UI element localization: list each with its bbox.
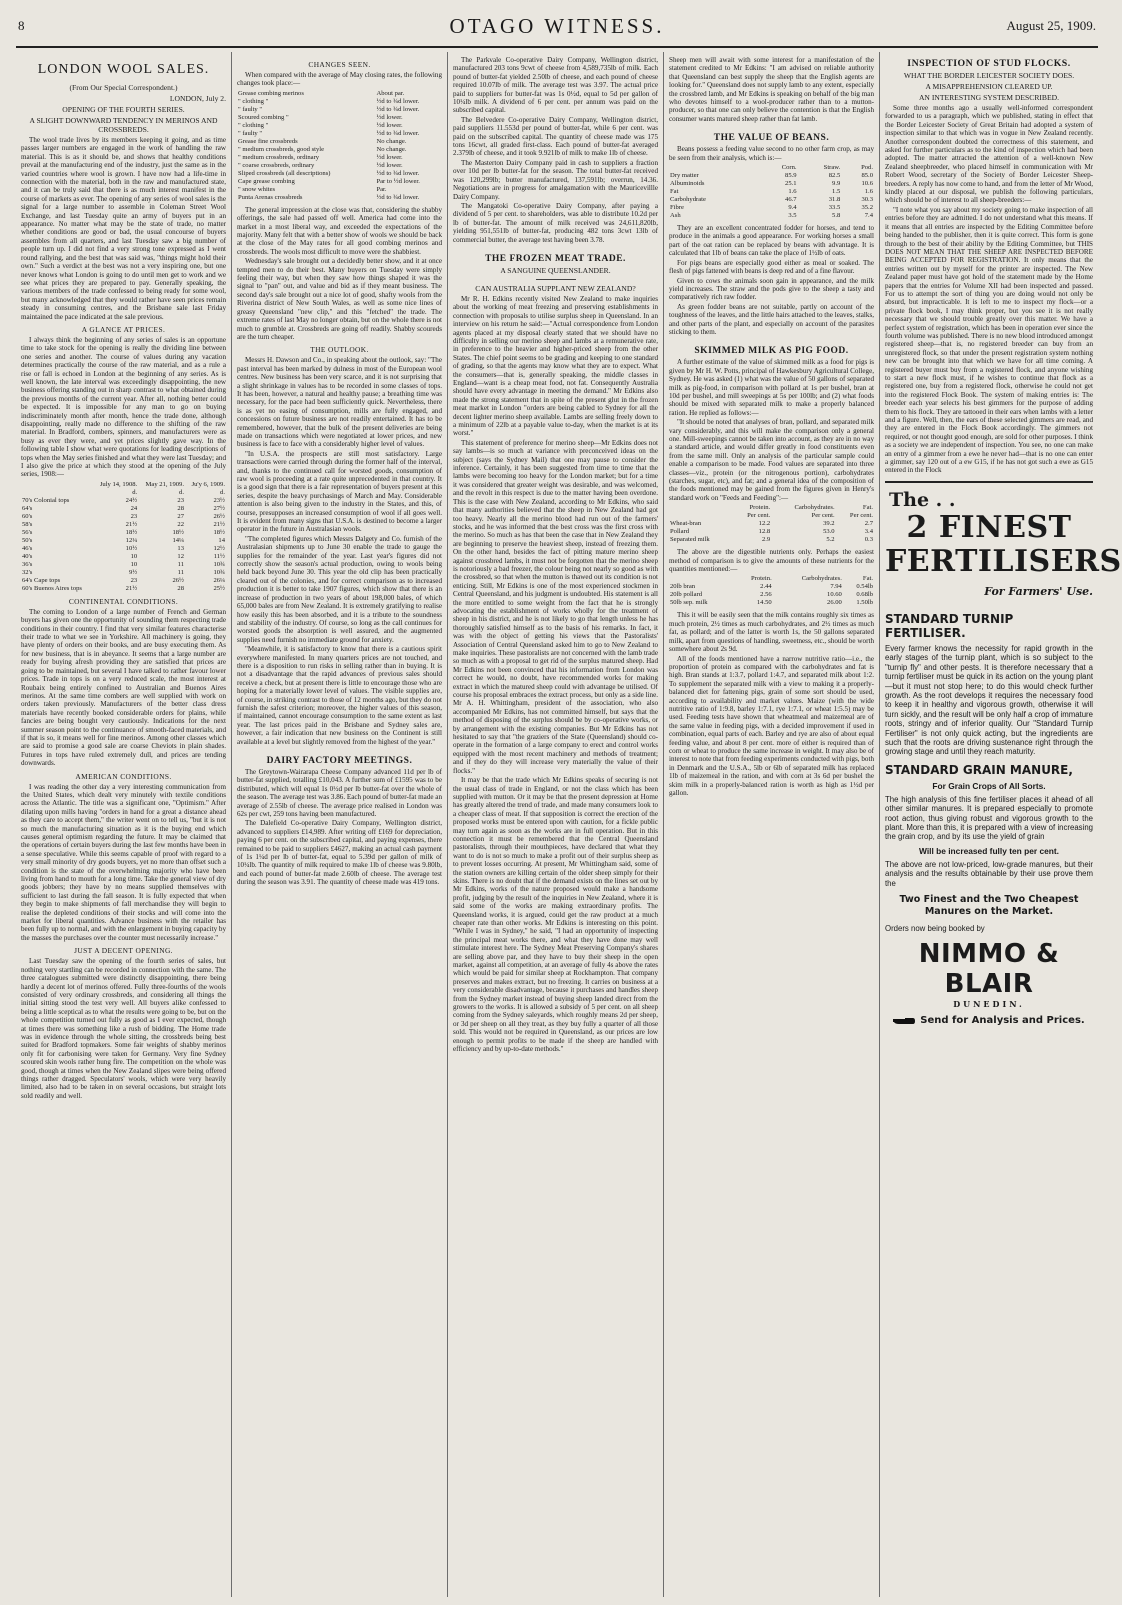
paragraph: The Masterton Dairy Company paid in cash to suppliers a fraction over 10d per lb butter-fat for the season. The total butter-fat received was 120,299lb; butter manufactured, 137,591lb; overrun, 14.36. Negotiations are in progress for amalgamation with the Mauricevillle Dairy Company. — [453, 158, 658, 201]
table-row — [669, 591, 874, 599]
table-row — [669, 583, 874, 591]
table-cell: 12.8 — [758, 528, 771, 536]
table-row — [21, 529, 226, 537]
paragraph: "Meanwhile, it is satisfactory to know that there is a cautious spirit everywhere manifested. In many quarters prices are not touched, and there is a disposition to run risks in selling rather than in buying. It is not a disadvantage that the rapid advances of previous sales should receive a check, but at present there is little to encourage those who are hoping for a materially lower level of values. The visible supplies are, of course, in striking contrast to those of 12 months ago, but they do not furnish the safest criterion; moreover, the higher values of this season, if maintained, cannot encourage consumption to the same extent as last year. The last prices paid in the Brisbane and Sydney sales are, however, a fair indication that new business on the Continent is still available at a level but slightly removed from the highest of the year." — [237, 645, 442, 746]
table-row — [669, 180, 874, 188]
table-cell: 60's Buenos Aires tops — [22, 584, 82, 592]
table-cell: Punta Arenas crossbreds — [238, 193, 303, 201]
paragraph: A further estimate of the value of skimmed milk as a food for pigs is given by Mr H. W. Potts, principal of Hawkesbury Agricultural College, Sydney. He was asked (1) what was the value of 50 gallons of separated milk as pig-food, in comparison with pollard at 1s per bushel, bran at 10d per bushel, and mill sweepings at 5s per 100lb; and (2) what foods should be mixed with separated milk to make a properly balanced ration. He replied as follows:— — [669, 358, 874, 417]
table-cell: Pollard — [670, 528, 690, 536]
section-heading: CONTINENTAL CONDITIONS. — [68, 596, 179, 606]
table-cell: 40's — [22, 552, 33, 560]
table-cell — [669, 575, 735, 583]
table-cell: Carbohydrates. — [794, 504, 835, 512]
table-cell: 26½ — [213, 512, 225, 520]
table-cell: ½d lower. — [376, 161, 403, 169]
paragraph: The coming to London of a large number of French and German buyers has given one the opportunity of sounding them respecting trade conditions in their country. I find that very similar features characterise their trade to what we see in Yorkshire. All machinery is going, they have plenty of orders on their books, and are busy executing them. As for new business, that is in abeyance. It seems that a large number are ready for buying afresh providing they are satisfied that prices are going to be maintained, but several I have talked to rather favour lower prices. Trade in tops is on a very reduced scale, the most interest at Roubaix being entirely confined to Australian and Buenos Aires merinos. At the same time combers are well supplied with work on orders taken previously. Manufacturers of the better class dress materials have recently booked considerable orders for plains, while fancies are being bought very cautiously. Indications for the next summer season point to the continuance of smooth-faced materials, and if that is so, it means well for fine merinos. Among other classes which are said to promise a good sale are coarse Cheviots in plain shades. Futures in tops have ruled extremely dull, and prices are tending downwards. — [21, 607, 226, 768]
table-cell: Cape grease combing — [238, 177, 295, 185]
section-heading: JUST A DECENT OPENING. — [74, 946, 173, 956]
paragraph: The Parkvale Co-operative Dairy Company, Wellington district, manufactured 203 tons 9cwt of cheese from 4,589,735lb of milk. Each pound of butter-fat yielded 2.50lb of cheese, and each pound of cheese required 10.07lb of milk. The average test was 3.97. The actual price paid to suppliers for butter-fat was 1s 0½d, equal to 5d per gallon of 10¼lb milk. A dividend of 6 per cent. per annum was paid on the subscribed capital. — [453, 56, 658, 115]
table-cell: About par. — [376, 89, 405, 97]
table-cell: Ju'y 6, 1909. — [191, 480, 225, 488]
table-row — [21, 569, 226, 577]
table-cell: 14 — [218, 536, 225, 544]
page-number: 8 — [18, 18, 25, 33]
table-cell: 23 — [130, 512, 138, 520]
table-row — [237, 170, 442, 178]
paragraph: Wednesday's sale brought out a decidedly better show, and it at once tempted men to do their best. Many buyers on Tuesday were simply feeling their way, but when they saw how things shaped it was the signal to "pan" out, and value and bid as if they meant business. The second day's sale brought out a nice lot of good, shafty wools from the Riverina district of New South Wales, as well as some nice lines of greasy Queensland "new clip," and this "fetched" the trade. The extreme rates of last May no longer obtain, but on the whole there is not much to grumble at. Crossbreds are going off readily. Shabby scoureds are the turn cheaper. — [237, 257, 442, 341]
table-cell — [21, 489, 93, 497]
table-cell: ½d lower. — [376, 121, 403, 129]
table-row — [669, 188, 874, 196]
table-cell: 2.44 — [760, 583, 772, 591]
table-cell: 1.5 — [832, 188, 841, 196]
table-cell: 12½ — [213, 544, 225, 552]
divider — [885, 481, 1093, 483]
table-row — [669, 599, 874, 607]
table-cell: 20lb pollard — [670, 591, 703, 599]
table-header-row — [21, 481, 226, 489]
paragraph: Mr R. H. Edkins recently visited New Zealand to make inquiries about the working of meat freezing and preserving establishments in connection with proposals to utilise surplus sheep in Queensland. In an interview on his return he said:—"Actual correspondence from London agents placed at my disposal clearly stated that we should have no difficulty in selling our merino sheep and lambs at a remunerative rate, in preference to the heavier and higher-priced sheep from the other States. The chief point seems to be grading and keeping to one standard of grading, so that the agents may know what they are to expect. What the consumers—that is, generally speaking, the middle classes in England—want is a cheap meat food, not fat. Consequently Australia should have every advantage in meeting the demand." Mr Edkins also made the strong statement that in spite of the present glut in the frozen meat market in London "orders are being cabled to Sydney for all the decent lighter merino sheep available. Lambs are selling freely down to a minimum of 22lb at a payable value to-day, when the market is at its worst." — [453, 294, 658, 438]
table-cell: 21½ — [125, 584, 138, 592]
table-cell: ½d to ¾d lower. — [376, 129, 420, 137]
ad-paragraph: The high analysis of this fine fertiliser places it ahead of all other similar manures. It is prepared especially to promote root action, thus giving robust and vigorous growth to the plant. More than this, it is prepared with a view of increasing the grain crop, and by its use the yield of grain — [885, 794, 1093, 842]
ad-company-name: NIMMO & BLAIR — [918, 939, 1060, 1000]
column-1 — [16, 52, 232, 1597]
ad-send-text: Send for Analysis and Prices. — [920, 1015, 1085, 1027]
table-cell: 39.2 — [823, 520, 835, 528]
table-row — [21, 537, 226, 545]
table-cell: 18½ — [125, 528, 138, 536]
pointing-hand-icon — [893, 1017, 915, 1025]
paragraph: "I note what you say about my society going to make inspection of all entries before they are admitted. I do not understand what this means. If it means that all entries are inspected by the Editing Committee before being handed to the publisher, then it is quite correct. This form is gone through to the best of their ability by the Editing Committee, but THIS DOES NOT MEAN THAT THE SHEEP ARE INSPECTED BEFORE BEING ACCEPTED FOR REGISTRATION. It only means that the entries written out by myself for the printer are inspected. The New Zealand paper must have got hold of the statement made by the Home papers that the entries for Volume XII had been inspected and passed. For us to attempt the sort of thing you are doing would not only be absurd, but impracticable. It is left to me to inspect my flock—or a private flock book, I may think proper, but you see it is not really necessary that we should trouble greatly over this matter. We have a perfect system of registration, which has been in operation ever since the fourth volume was published. There is no new blood introduced amongst registered sheep—that is, no registered breeder can buy from an unregistered flock, so that under the present registration system nothing new can be brought into that which we have for all time coming. A registered buyer must buy from a registered flock, and anyone wishing to start a new flock must, if he wishes to continue that flock as a registered one, buy from a registered flock, otherwise he could not get into the registered Flock Book. The system of making entries is: The breeder each year selects his best gimmers for the purpose of adding them to his flock. They are tattooed in their ears when lambs with a letter and a figure. Well, then, the ears of these selected gimmers are read, and they are entered in the Flock Book accordingly. The gimmers not required, or not thought good enough, are sold for other purposes. I think as a society we are independent of inspection. You see, no one can make an entry of a gimmer from a ewe he never had—that is no one can enter a gimmer, say 120 out of a ew G15, if he has not got such a ewe as G15 entered in the Flock — [885, 205, 1093, 475]
changes-table — [237, 90, 442, 202]
table-cell: Fat. — [862, 504, 873, 512]
table-cell: 1.50lb — [856, 599, 873, 607]
table-cell: " faulty " — [238, 105, 263, 113]
column-3 — [448, 52, 664, 1597]
paragraph: "The completed figures which Messrs Dalgety and Co. furnish of the Australasian shipments up to June 30 enable the trade to gauge the supplies for the remainder of the year. Last year's figures did not correctly show the season's actual production, owing to wools being held back beyond June 30. This year the old clip has been practically cleared out of the colonies, and for correct comparison as to increased production it is better to take 1907 figures, which show that there is an increase of production in two years of about 198,000 bales, of which 65,000 bales are from New Zealand. It is extremely gratifying to realise how easily this has been absorbed, and it is a tribute to the soundness and stability of the industry. Of course, so long as the call continues for worsted goods the absorption is well assured, and the augmented supplies need furnish no immediate ground for anxiety. — [237, 534, 442, 644]
paragraph: I was reading the other day a very interesting communication from the United States, which dealt very minutely with textile conditions across the Atlantic. The title was a significant one, "Optimism." After dilating upon mills having "orders in hand for a great a distance ahead as they care to accept them," the writer went on to tell us, "but it is not so much the manufacturing situation as it is the buying end which causes general optimism regarding the future. It may be claimed that the operations of certain buyers during the last few months have been in a sense speculative. While this seems capable of proof with regard to a very small minority of dry goods buyers, yet no more than offset such a condition is the state of the overwhelming majority who have been living from hand to mouth for a long time. Take the general view of dry goods jobbers; they have by no means supplied themselves with sufficient to last during the fall season. It is fully expected that when they begin to make shipments of fall merchandise they will begin to realise the depleted conditions of their stocks and will come into the market for liberal quantities. Advance business with the retailer has been fully up to normal, and with the enlargement in buying capacity by the masses the purchases over the counter must necessarily increase." — [21, 782, 226, 942]
dateline: LONDON, July 2. — [169, 94, 226, 103]
table-row — [237, 130, 442, 138]
table-cell: 10.60 — [827, 591, 842, 599]
paragraph: As green fodder beans are not suitable, partly on account of the toughness of the leaves, and the little hairs attached to the leaves, stalks, and other parts of the plant, and especially on account of the parasites sticking to them. — [669, 302, 874, 336]
table-cell: Corn. — [781, 164, 797, 172]
table-cell: 25½ — [213, 584, 225, 592]
table-cell: " clothing " — [238, 121, 269, 129]
table-row — [21, 585, 226, 593]
table-cell: 2.9 — [761, 536, 771, 544]
table-cell: 3.5 — [788, 212, 797, 220]
wool-subhead-1: OPENING OF THE FOURTH SERIES. — [62, 105, 185, 114]
table-row — [669, 536, 874, 544]
table-row — [21, 513, 226, 521]
ad-town: DUNEDIN. — [953, 999, 1025, 1010]
table-cell: 5.2 — [826, 536, 835, 544]
table-row — [21, 561, 226, 569]
flocks-subhead-3: AN INTERESTING SYSTEM DESCRIBED. — [918, 93, 1060, 102]
table-cell: 14.50 — [756, 599, 772, 607]
table-row — [237, 98, 442, 106]
ad-intro: The . . — [889, 488, 956, 511]
table-row — [237, 138, 442, 146]
table-row — [237, 186, 442, 194]
table-cell: " medium crossbreds, good style — [238, 145, 325, 153]
column-5 — [880, 52, 1122, 1597]
paragraph: "It should be noted that analyses of bran, pollard, and separated milk vary considerably, and this will make the comparison only a general one. Mill-sweepings cannot be taken into account, as they are in no way a standard article, and would differ greatly in food constituents even from the same mill. Only an analysis of the particular sample could enable a comparison to be made. Food values are separated into three classes—viz., protein (or the nitrogenous portion), carbohydrates (starches, sugar, etc), and fat; and a general idea of the composition of the foods mentioned may be gained from the figures given in Henry's standard work on "Feeds and Feeding":— — [669, 418, 874, 502]
table-cell: Ash — [670, 212, 681, 220]
table-cell: 12.2 — [758, 520, 771, 528]
table-cell: 53.0 — [823, 528, 835, 536]
paragraph: This it will be easily seen that the milk contains roughly six times as much protein, 2½ times as much carbohydrates, and 2½ times as much fat, as pollard; and of the latter is worth 1s, the 50 gallons separated milk, apart from questions of handling, sweetness, etc., should be worth somewhere about 2s 9d. — [669, 611, 874, 654]
table-row — [21, 553, 226, 561]
paragraph: The above are the digestible nutrients only. Perhaps the easiest method of comparison is to give the amounts of these nutrients for the quantities mentioned:— — [669, 548, 874, 574]
table-cell: Wheat-bran — [670, 520, 702, 528]
table-row — [21, 521, 226, 529]
table-cell: " clothing " — [238, 97, 269, 105]
ad-orders-line: Orders now being booked by — [885, 924, 985, 933]
table-cell: 28 — [177, 504, 184, 512]
ad-send-line — [885, 1015, 1093, 1026]
table-cell: 10 — [130, 560, 138, 568]
table-cell: 33.5 — [828, 204, 841, 212]
table-cell: 22 — [177, 520, 184, 528]
paragraph: "In U.S.A. the prospects are still most satisfactory. Large transactions were carried through during the former half of the interval, and, thanks to the continued call for worsted goods, consumption of raw wool is proceeding at a rate quite unprecedented in that country. It is a good sign that there is a fair representation of buyers present at this series, despite the heavy purchasings of March and May. Considerable attention is also being given to the industry in the States, and this, of course, presupposes an increased consumption of wool if all goes well. It is evident from many signs that U.S.A. is destined to become a larger operator in the future in Australasian wools. — [237, 449, 442, 534]
table-cell: Separated milk — [670, 536, 710, 544]
table-row — [669, 520, 874, 528]
table-cell: 7.4 — [864, 212, 873, 220]
ad-tagline: For Farmers' Use. — [984, 584, 1093, 598]
paragraph: They are an excellent concentrated fodder for horses, and tend to produce in the animals a good appearance. For working horses a small part of the oat ration can be replaced by beans with advantage. It is calculated that 1lb of beans can take the place of 1½lb of oats. — [669, 224, 874, 258]
table-row — [669, 172, 874, 180]
table-cell: 10 — [130, 552, 138, 560]
paragraph: This statement of preference for merino sheep—Mr Edkins does not say lambs—is so much at variance with preconceived ideas on the subject (says the Sydney Mail) that one may pause to consider the inference. Certainly, it has been suggested from time to time that the lambs were becoming too heavy for the London market; but for a time it was considered that greater weight was desirable, and was welcomed, and the revolt in this respect is due to the matter having been overdone. This is the case with New Zealand, according to Mr Edkins, who said that many authorities believed that the sheep in New Zealand had got too heavy. Nearly all the merino blood had run out of the farmers' stocks, and he was informed that the best cross was the first cross with the merino. So much as has that been the case that in New Zealand they are beginning to preserve the heaviest sheep, instead of freezing them. On the other hand, besides the fact of pitting mature merino sheep against crossbred lambs, it must not be forgotten that the merino sheep is notoriously a bad freezer, the colour being not nearly so good as with the crossbred, so that when the mutton is thawed out its condition is not enticing. Still, Mr Edkins is one of the most experienced stockmen in Central Queensland, and his judgment is undoubted. His statement is all the more entitled to some weight from the fact that he is strongly advocating the establishment of works wholly for the treatment of sheep in his district, and he is not likely to go that length unless he has thoroughly satisfied himself as to the basis of his remarks. In fact, it was with the object of getting his views that the Pastoralists' Association of Central Queensland asked him to go to New Zealand to make inquiries. These pastoralists are not concerned with the lamb trade so much as with a proposal to get rid of the surplus matured sheep. Had Mr Edkins not been convinced that his information from London was correct he would, no doubt, have recommended works for making extract in which the matured sheep could with advantage be utilised. Of course his proposal embraces the extract process, but only as a side line. Mr A. H. Whittingham, president of the association, who also accompanied Mr Edkins, has not committed himself, but says that the method of disposing of the surplus should be by co-operative works, or by arrangement with the existing companies. But Mr Edkins has not hesitated to say that "the graziers of the State (Queensland) should co-operate in the formation of a large company to erect and control works equipped with the most recent machinery and methods of treatment; and if they do they will increase very materially the value of their flocks." — [453, 438, 658, 775]
paragraph: Sheep men will await with some interest for a manifestation of the statement credited to Mr Edkins: "I am advised on reliable authority that Queensland can best supply the sheep that the English agents are looking for." Queensland does not supply lamb to any extent, especially the crossbred lamb, and Mr Edkins is speaking on behalf of the big man who devotes himself to a wool-producer rather than to a mutton-producer, so that one can only believe the contention is that the English consumer wants matured sheep rather than fat lamb. — [669, 56, 874, 123]
table-cell: 23 — [130, 576, 138, 584]
paragraph: It may be that the trade which Mr Edkins speaks of securing is not the usual class of trade in England, or not the class which has been supplied with mutton. Or it may be that the present depression at Home has greatly altered the trend of trade, and made many consumers look to a cheaper class of meat. If that supposition is correct the erection of the proposed works must be entered upon with caution, for a fickle public may turn again as soon as the works are in full operation. But in this connection it must be remembered that the Central Queensland pastoralists, through their mouthpieces, have declared that what they want to do is not so much to make a profit out of their surplus sheep as to prevent losses occurring. At present, Mr Whittingham said, some of the station owners are killing certain of the older sheep simply for their skins. There is no doubt that if the demand exists on the lines set out by Mr Edkins, works of the nature proposed would make a handsome profit, judging by the result of the inquiries in New Zealand, where it is said some of the works are making extraordinary profits. The Queensland works, it is argued, could get the raw product at a much cheaper rate than other works. Mr Edkins is interesting on this point. "While I was in Sydney," he said, "I had an opportunity of inspecting the principal meat works there, and what they have done may well stimulate interest here. The Sydney Meat Preserving Company's shares are selling above par, and they have to buy their sheep in the open market, against all competition, at an average of fully 4s above the rates which would be paid for similar sheep at Rockhampton. That company preserves and makes extract, but no freezing. It carries on business at a very considerable disadvantage, because it purchases and handles sheep from the Sydney market instead of buying sheep landed direct from the growers to the works. It is allowed a subsidy of 5 per cent. on all sheep coming from the Sydney saleyards, which roughly means 2d per sheep, or 3d per sheep on all they treat, as they buy fully a quarter of all those sold. This would not be required in Queensland, as our prices are low enough to permit profits to be made if the sheep are handled with efficiency and by up-to-date methods." — [453, 776, 658, 1054]
table-header-row — [669, 164, 874, 172]
table-cell: 60's — [22, 512, 33, 520]
table-cell: 24½ — [125, 496, 138, 504]
beans-analysis-table — [669, 164, 874, 220]
table-cell: 31.8 — [828, 196, 841, 204]
table-cell: 36's — [22, 560, 33, 568]
table-cell: 26.00 — [827, 599, 842, 607]
table-cell: 26½ — [172, 576, 184, 584]
table-cell: 11½ — [213, 552, 225, 560]
table-cell: ½d to ¾d lower. — [376, 97, 420, 105]
table-cell: Carbohydrates. — [801, 575, 842, 583]
table-cell: 11 — [177, 560, 184, 568]
table-cell: 28 — [177, 584, 184, 592]
table-header-row — [669, 575, 874, 583]
table-cell: 0.54lb — [856, 583, 873, 591]
table-cell: d. — [132, 488, 138, 496]
table-cell: 64's Cape tops — [22, 576, 61, 584]
section-heading: A GLANCE AT PRICES. — [81, 324, 166, 334]
table-cell: 27½ — [213, 504, 225, 512]
ad-headline-2: FERTILISERS — [885, 543, 1122, 579]
divider — [536, 279, 576, 280]
table-cell: " coarse crossbreds, ordinary — [238, 161, 315, 169]
table-cell: Per cent. — [849, 512, 873, 520]
table-cell: 50's — [22, 536, 33, 544]
table-row — [669, 204, 874, 212]
ad-product-heading: STANDARD TURNIP FERTILISER. — [885, 611, 1014, 640]
paragraph: When compared with the average of May closing rates, the following changes took place:— — [237, 71, 442, 88]
table-cell: No change. — [376, 145, 407, 153]
table-cell: d. — [179, 488, 184, 496]
column-2 — [232, 52, 448, 1597]
table-cell: 0.3 — [864, 536, 873, 544]
flocks-subhead-2: A MISAPPREHENSION CLEARED UP. — [925, 82, 1053, 91]
paragraph: Given to cows the animals soon gain in appearance, and the milk yield increases. The straw and the pods give to the sheep a tasty and comparatively rich raw fodder. — [669, 276, 874, 302]
nutrient-quantity-table — [669, 575, 874, 607]
section-heading: AMERICAN CONDITIONS. — [75, 771, 172, 781]
flocks-subhead-1: WHAT THE BORDER LEICESTER SOCIETY DOES. — [903, 71, 1075, 80]
table-cell: Fibre — [670, 204, 684, 212]
table-cell: " medium crossbreds, ordinary — [238, 153, 320, 161]
table-cell: 46.7 — [785, 196, 797, 204]
paragraph: The wool trade lives by its members keeping it going, and as time passes larger numbers are engaged in the work of handling the raw material. This is as it should be, and shows that healthy conditions prevail at the manufacturing end of the industry, just the same as in the varied countries where wool is grown. I have now had a life-time in connection with the material, both in the raw and manufactured state, and it can be truly said that there is as much interest manifest in the course of markets as ever. The opening of any series of wool sales is the signal for a large number to assemble in Coleman Street Wool Exchange, and last Tuesday quite an army of buyers put in an appearance. No matter what may be the state of trade, no matter whether conditions are good or bad, the usual concourse of buyers assembles from all quarters, and last Tuesday saw a big number of people turn up. I did not find a very strong tone expressed as I went round rallying, and the best that was said was, "things might hold their own." Such a verdict at the best was not a very inspiring one, but one never knows what London is going to do until men get to work and we see what prices they are prepared to pay. Generally speaking, the various members of the trade confessed to being ready for some wool, but many acknowledged that they would rather have seen prices remain steady in consuming centres, and the Brisbane sale last Friday maintained the pace indicated at the sale previous. — [21, 136, 226, 321]
table-cell — [669, 512, 733, 520]
table-cell: d. — [220, 488, 225, 496]
ad-headline-1: 2 FINEST — [906, 509, 1072, 545]
fertiliser-advertisement — [885, 488, 1122, 1027]
table-cell: 13 — [177, 544, 184, 552]
meat-subhead-2: CAN AUSTRALIA SUPPLANT NEW ZEALAND? — [475, 283, 636, 293]
table-row — [237, 146, 442, 154]
table-cell: 24 — [130, 504, 138, 512]
table-cell: 9½ — [128, 568, 138, 576]
table-cell: No change. — [376, 137, 407, 145]
section-heading: CHANGES SEEN. — [308, 60, 371, 69]
table-cell: Carbohydrate — [670, 196, 706, 204]
table-cell — [669, 164, 758, 172]
table-row — [669, 196, 874, 204]
table-cell: 20lb bran — [670, 583, 696, 591]
table-cell: 21½ — [213, 520, 225, 528]
table-cell: ½d to ¾d lower. — [376, 105, 420, 113]
table-cell: 18½ — [213, 528, 225, 536]
table-cell: 27 — [177, 512, 184, 520]
table-cell: 58's — [22, 520, 33, 528]
table-cell: " snow whites — [238, 185, 276, 193]
table-cell: ½d lower. — [376, 153, 403, 161]
table-cell: Straw. — [823, 164, 841, 172]
table-cell: Protein. — [749, 504, 771, 512]
table-cell: 18½ — [172, 528, 184, 536]
table-cell: 12¼ — [125, 536, 138, 544]
table-cell: Scoured combing " — [238, 113, 289, 121]
table-cell: 56's — [22, 528, 33, 536]
table-cell: Par. — [376, 185, 387, 193]
table-cell: 10.6 — [861, 180, 873, 188]
paragraph: The Belvedere Co-operative Dairy Company, Wellington district, paid suppliers 11.553d per pound of butter-fat, while 6 per cent. was paid on the subscribed capital. The quantity of cheese made was 175 tons 16cwt, all graded first-class. Each pound of butter-fat averaged 2.379lb of cheese, and it took 9.921lb of milk to make 1lb of cheese. — [453, 115, 658, 158]
paragraph: I always think the beginning of any series of sales is an opportune time to take stock for the opening is really the dividing line between one series and another. The course of values during any vacation determines practically the course of the raw material, and as a rule a rise or fall is echoed in London at the beginning of any series. As is well known, the late interval was exceedingly disappointing, the new business offering standing out in sharp contrast to what obtained during the previous months of the current year. After all, nothing better could be expected. It is impossible for any man to go on buying indiscriminately month after month, hence the trade done, although disappointing, really made no difference to the shifting of the raw material. In Bradford, combers, spinners, and manufacturers were as busy as ever they were, and yet prices slightly gave way. In the following table I show what were quotations for leading descriptions of tops when the May series finished and what they were last Tuesday; and I also give the price at which they stood at the opening of the July series, 1908:— — [21, 335, 226, 479]
ad-paragraph: Every farmer knows the necessity for rapid growth in the early stages of the turnip plant, which is so subject to the "turnip fly" and other pests. It is therefore necessary that a turnip fertiliser must be quick in its action on the young plant—but it must not stop here; to do this would check further growth. As the root develops it requires the necessary food to keep it in healthy and vigorous growth, otherwise it will turn sickly, and the result will be only half a crop of immature roots, stringy and of inferior quality. Our "Standard Turnip Fertiliser" is not only quick acting, but the ingredients are such that the roots are driving sustenance right through the growing stage and until they reach maturity. — [885, 643, 1093, 757]
paragraph: The general impression at the close was that, considering the shabby offerings, the sale had passed off well. America had come into the market in a most liberal way, and exceeded the expectations of the majority. Many felt that with a better show of wools we should be back at the close of the May rates for all good combing merinos and crossbreds. The wools most difficult to move were the shabbiest. — [237, 205, 442, 256]
table-cell: 12 — [177, 552, 184, 560]
table-cell: 46's — [22, 544, 33, 552]
table-cell: Protein. — [751, 575, 772, 583]
article-title-stud-flocks: INSPECTION OF STUD FLOCKS. — [907, 58, 1071, 69]
table-row — [21, 497, 226, 505]
table-cell: 10¾ — [213, 560, 225, 568]
table-cell: 21½ — [125, 520, 138, 528]
table-row — [21, 577, 226, 585]
table-cell: Grease fine crossbreds — [238, 137, 298, 145]
column-4 — [664, 52, 880, 1597]
table-cell: 82.5 — [828, 172, 841, 180]
table-row — [237, 106, 442, 114]
table-cell: ½d to ¾d lower. — [376, 193, 420, 201]
table-row — [669, 528, 874, 536]
table-cell: Grease combing merinos — [238, 89, 304, 97]
table-cell: 23½ — [213, 496, 225, 504]
table-cell: 5.8 — [832, 212, 841, 220]
nutrient-percent-table — [669, 504, 874, 544]
table-row — [237, 90, 442, 98]
table-cell: 2.7 — [864, 520, 873, 528]
table-cell: 1.6 — [864, 188, 873, 196]
table-cell: 35.2 — [861, 204, 873, 212]
table-cell: 85.0 — [861, 172, 873, 180]
table-cell: 1.6 — [788, 188, 797, 196]
table-cell: 9.9 — [832, 180, 841, 188]
table-cell: 7.94 — [830, 583, 842, 591]
table-cell: 85.9 — [785, 172, 797, 180]
table-cell: Fat. — [862, 575, 873, 583]
table-cell — [669, 504, 733, 512]
table-cell: 70's Colonial tops — [22, 496, 70, 504]
article-title-wool: LONDON WOOL SALES. — [37, 62, 210, 77]
wool-subhead-2: A SLIGHT DOWNWARD TENDENCY IN MERINOS AND CROSSBREDS. — [29, 116, 218, 134]
table-cell: ½d to ¾d lower. — [376, 169, 420, 177]
paragraph: Some three months ago a usually well-informed correspondent forwarded to us a paragraph, which we published, stating in effect that the Border Leicester Society of Great Britain had adopted a system of inspection similar to that which was in vogue in New Zealand recently. Another correspondent doubted the correctness of this statement, and asked for further particulars as to the kind of inspection which had been adopted. The matter attracted the attention of a well-known New Zealand sheepbreeder, who placed himself in communication with Mr Robert Wood, secretary of the Society of Border Leicester Sheep-breeders. A reply has now come to hand, and from the letter of Mr Wood, kindly placed at our disposal, we publish the following particulars, which should be of interest to all sheep-breeders:— — [885, 104, 1093, 205]
table-cell: " faulty " — [238, 129, 263, 137]
columns — [16, 52, 1122, 1597]
ad-product-heading: STANDARD GRAIN MANURE, — [885, 762, 1073, 777]
ad-product-subheading: For Grain Crops of All Sorts. — [932, 780, 1046, 791]
table-cell: 11 — [177, 568, 184, 576]
paragraph: The Mangatoki Co-operative Dairy Company, after paying a dividend of 5 per cent. to shareholders, was able to distribute 10.2d per lb of butter-fat. The amount of milk received was 24,611,820lb, yielding 951,551lb of butter-fat, producing 482 tons 3cwt 13lb of commercial butter, the average test having been 3.78. — [453, 201, 658, 244]
table-cell: ½d lower. — [376, 113, 403, 121]
byline: (From Our Special Correspondent.) — [69, 83, 178, 92]
table-cell: 25.1 — [785, 180, 797, 188]
article-title-skim-milk: SKIMMED MILK AS PIG FOOD. — [694, 346, 849, 357]
paragraph: The Dalefield Co-operative Dairy Company, Wellington district, advanced to suppliers £14,989. After writing off £169 for depreciation, paying 6 per cent. on the subscribed capital, and paying expenses, there remained to be paid to suppliers £4627, making an actual cash payment of 1s 1¼d per lb of butter-fat, equal to 5.39d per gallon of milk of 10¼lb. The quantity of milk required to make 1lb of cheese was 9.80lb, and each pound of butter-fat made 2.60lb of cheese. The average test during the season was 3.91. The quantity of cheese made was 419 tons. — [237, 819, 442, 887]
table-cell: Sliped crossbreds (all descriptions) — [238, 169, 331, 177]
table-row — [669, 212, 874, 220]
table-cell: 9.4 — [788, 204, 797, 212]
ad-highlight: Will be increased fully ten per cent. — [918, 845, 1059, 856]
table-unit-row — [669, 512, 874, 520]
table-cell — [21, 481, 93, 489]
table-cell: Pod. — [861, 164, 873, 172]
table-row — [21, 545, 226, 553]
paragraph: Last Tuesday saw the opening of the fourth series of sales, but nothing very startling can be recorded in connection with the same. The three catalogues submitted were distinctly disappointing, there being hardly a decent lot of merinos offered. Fully three-fourths of the wools consisted of very ordinary crossbreds, and considering all things the initial sitting stood the test very well. All buyers alike confessed to being a little sceptical as to what the results were going to be, but on the whole competition turned out fully as good as I ever expected, though at times there was something like a rush of bidding. The Home trade was in evidence through the whole sitting, the crossbreds being best suited for Bradford topmakers. Some fair weights of shabby merinos only fit for carbonising were taken for Germany. Very fine Sydney scoured skin wools rather hung fire. The competition on the whole was good, though at times when the New Zealand slipes were being offered things rather dragged. Speculators' wools, which were very heavily limited, also had to be taken in on several occasions, but straight lots sold readily and well. — [21, 957, 226, 1100]
table-cell: Albuminoids — [670, 180, 705, 188]
table-cell: 64's — [22, 504, 33, 512]
table-cell: 26¼ — [213, 576, 225, 584]
table-row — [237, 162, 442, 170]
masthead — [16, 12, 1098, 48]
table-cell: 32's — [22, 568, 33, 576]
table-cell: Per cent. — [747, 512, 771, 520]
table-cell: Dry matter — [670, 172, 699, 180]
ad-highlight: Two Finest and the Two Cheapest Manures on the Market. — [899, 894, 1079, 917]
table-cell: 2.56 — [760, 591, 772, 599]
paragraph: The Greytown-Wairarapa Cheese Company advanced 11d per lb of butter-fat supplied, totalling £10,043. A further sum of £1595 was to be distributed, which will equal 1s 0½d per lb butter-fat over the whole of the season. The average test was 3.86. Each pound of butter-fat made an average of 2.55lb of cheese. The average price realised in London was 62s per cwt, 259 tons having been manufactured. — [237, 768, 442, 819]
newspaper-title: OTAGO WITNESS. — [449, 14, 665, 38]
table-cell: 14¼ — [172, 536, 184, 544]
ad-paragraph: The above are not low-priced, low-grade manures, but their analysis and the results obtainable by their use prove them the — [885, 859, 1093, 888]
table-row — [21, 505, 226, 513]
article-title-beans: THE VALUE OF BEANS. — [713, 133, 830, 144]
issue-date: August 25, 1909. — [1006, 18, 1096, 33]
article-title-meat: THE FROZEN MEAT TRADE. — [485, 253, 626, 264]
table-cell: 10¾ — [213, 568, 225, 576]
paragraph: All of the foods mentioned have a narrow nutritive ratio—i.e., the proportion of protein as compared with the carbohydrates and fat is high. Bran stands at 1:3.7, pollard 1:4.7, and separated milk about 1:2. To supplement the separated milk with a view to making it a properly-balanced diet for fattening pigs, grain of some sort should be used, according to availability and market values. Maize (with the wide nutritive ratio of 1:9.8, barley 1:7.1, rye 1:7.1, or wheat 1:5.5) may be used. Feeding tests have shown that wheatmeal and maizemeal are of the same value in feeding pigs, with a decided improvement if used in combination, equal parts of each. Barley and rye are also of about equal feeding value, and about 8 per cent. more of either is required than of corn or wheat to produce the same increase in weight. It may also be of interest to note that from feeding experiments conducted with pigs, both in Denmark and the U.S.A., 5lb or 6lb of separated milk has replaced 1lb of maizemeal in the ration, and with corn at 3s 6d per bushel the skim milk in a properly-balanced ration is worth as high as 1½d per gallon. — [669, 654, 874, 797]
table-header-row — [669, 504, 874, 512]
section-heading: THE OUTLOOK. — [310, 345, 369, 355]
paragraph: For pigs beans are especially good either as meal or soaked. The flesh of pigs fattened with beans is deep red and of a fine flavour. — [669, 258, 874, 276]
table-row — [237, 122, 442, 130]
table-cell: 23 — [177, 496, 184, 504]
table-cell: May 21, 1909. — [145, 480, 184, 488]
table-cell: 0.68lb — [856, 591, 873, 599]
table-cell: Fat — [670, 188, 679, 196]
table-row — [237, 194, 442, 202]
table-cell: 3.4 — [864, 528, 873, 536]
table-row — [237, 114, 442, 122]
meat-subhead-1: A SANGUINE QUEENSLANDER. — [500, 265, 611, 275]
article-title-dairy: DAIRY FACTORY MEETINGS. — [266, 756, 413, 766]
paragraph: Beans possess a feeding value second to no other farm crop, as may be seen from their analysis, which is:— — [669, 145, 874, 162]
table-cell: 30.3 — [861, 196, 873, 204]
table-cell: 50lb sep. milk — [670, 599, 708, 607]
table-unit-row — [21, 489, 226, 497]
table-row — [237, 178, 442, 186]
table-cell: Per cent. — [811, 512, 835, 520]
table-cell: 10½ — [125, 544, 138, 552]
table-row — [237, 154, 442, 162]
table-cell: Par to ½d lower. — [376, 177, 420, 185]
paragraph: Messrs H. Dawson and Co., in speaking about the outlook, say: "The past interval has been marked by dulness in most of the European wool centres. New business has been very scarce, and it is not surprising that a slight shrinkage in values has to be recorded in some classes of tops. It has been, however, a natural and healthy pause; a breathing time was necessary, for the pace had been sufficiently quick. Nevertheless, there is as yet no easing of consumption, mills are fully engaged, and concessions on future business are not readily entertained. It has to be remembered, however, that the bulk of the present deliveries are being made on transactions which were negotiated at lower prices, and new business is face to face with a considerably higher level of values. — [237, 356, 442, 449]
table-cell: July 14, 1908. — [99, 480, 138, 488]
tops-price-table — [21, 481, 226, 593]
